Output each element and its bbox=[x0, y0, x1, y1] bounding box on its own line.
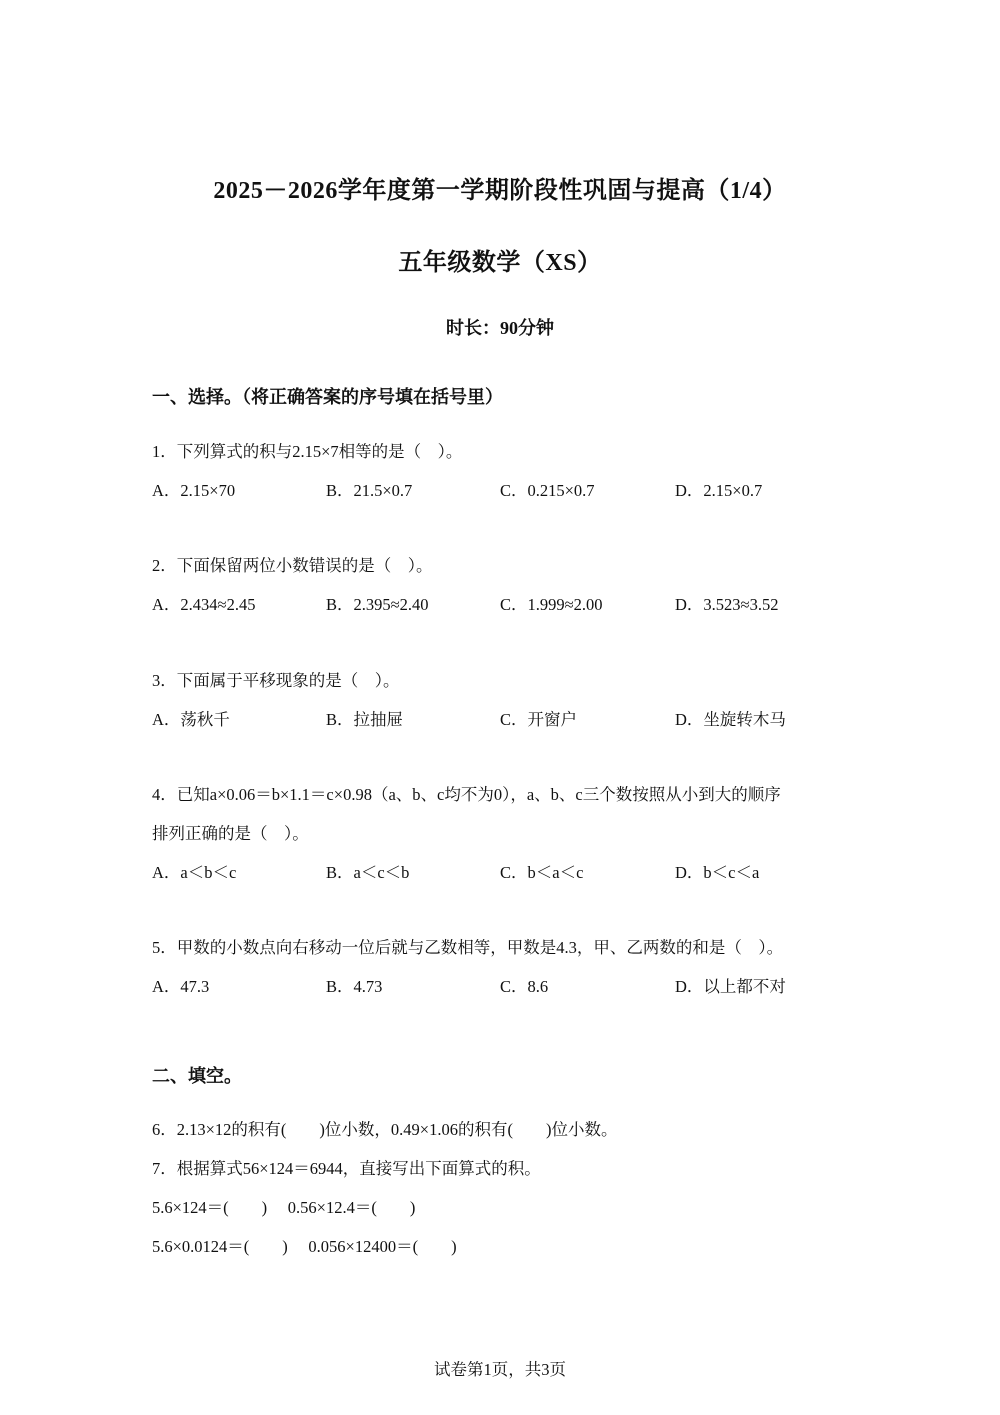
question-4-option-a: A．a＜b＜c bbox=[152, 863, 237, 882]
question-2-option-c: C．1.999≈2.00 bbox=[500, 595, 603, 614]
question-4-stem: 4．已知a×0.06＝b×1.1＝c×0.98（a、b、c均不为0），a、b、c三个数按照从小到大的顺序 bbox=[152, 785, 781, 804]
question-3-stem: 3．下面属于平移现象的是（ ）。 bbox=[152, 671, 400, 690]
question-4-option-d: D．b＜c＜a bbox=[675, 863, 760, 882]
question-5-option-d: D．以上都不对 bbox=[675, 977, 786, 996]
question-5-option-a: A．47.3 bbox=[152, 977, 210, 996]
question-4-options bbox=[152, 859, 872, 883]
question-4-option-b: B．a＜c＜b bbox=[326, 863, 410, 882]
page-footer: 试卷第1页，共3页 bbox=[434, 1360, 566, 1379]
question-2-stem: 2．下面保留两位小数错误的是（ ）。 bbox=[152, 556, 433, 575]
section-heading-fill-in: 二、填空。 bbox=[152, 1066, 242, 1086]
question-2-option-b: B．2.395≈2.40 bbox=[326, 595, 429, 614]
question-2-option-a: A．2.434≈2.45 bbox=[152, 595, 256, 614]
question-5-option-b: B．4.73 bbox=[326, 977, 383, 996]
question-6: 6．2.13×12的积有( )位小数，0.49×1.06的积有( )位小数。 bbox=[152, 1120, 618, 1139]
question-7-line-2: 5.6×0.0124＝( ) 0.056×12400＝( ) bbox=[152, 1237, 457, 1256]
question-5-options bbox=[152, 973, 872, 997]
question-7-stem: 7．根据算式56×124＝6944，直接写出下面算式的积。 bbox=[152, 1159, 541, 1178]
question-2-options bbox=[152, 591, 872, 615]
question-2-option-d: D．3.523≈3.52 bbox=[675, 595, 779, 614]
question-1-option-d: D．2.15×0.7 bbox=[675, 481, 763, 500]
exam-duration: 时长：90分钟 bbox=[446, 318, 554, 338]
question-1-option-b: B．21.5×0.7 bbox=[326, 481, 413, 500]
question-1-option-c: C．0.215×0.7 bbox=[500, 481, 595, 500]
question-3-option-d: D．坐旋转木马 bbox=[675, 710, 786, 729]
question-3-option-c: C．开窗户 bbox=[500, 710, 578, 729]
question-5-option-c: C．8.6 bbox=[500, 977, 549, 996]
question-1-options bbox=[152, 477, 872, 501]
question-3-options bbox=[152, 706, 872, 730]
question-3-option-b: B．拉抽屉 bbox=[326, 710, 404, 729]
question-1-option-a: A．2.15×70 bbox=[152, 481, 236, 500]
question-4-stem-continued: 排列正确的是（ ）。 bbox=[152, 824, 309, 843]
question-5-stem: 5．甲数的小数点向右移动一位后就与乙数相等，甲数是4.3，甲、乙两数的和是（ ）。 bbox=[152, 938, 784, 957]
exam-subtitle: 五年级数学（XS） bbox=[398, 250, 602, 276]
question-7-line-1: 5.6×124＝( ) 0.56×12.4＝( ) bbox=[152, 1198, 416, 1217]
exam-title: 2025－2026学年度第一学期阶段性巩固与提高（1/4） bbox=[213, 178, 787, 204]
question-3-option-a: A．荡秋千 bbox=[152, 710, 230, 729]
question-1-stem: 1．下列算式的积与2.15×7相等的是（ ）。 bbox=[152, 442, 463, 461]
question-4-option-c: C．b＜a＜c bbox=[500, 863, 584, 882]
section-heading-choice: 一、选择。（将正确答案的序号填在括号里） bbox=[152, 387, 503, 407]
